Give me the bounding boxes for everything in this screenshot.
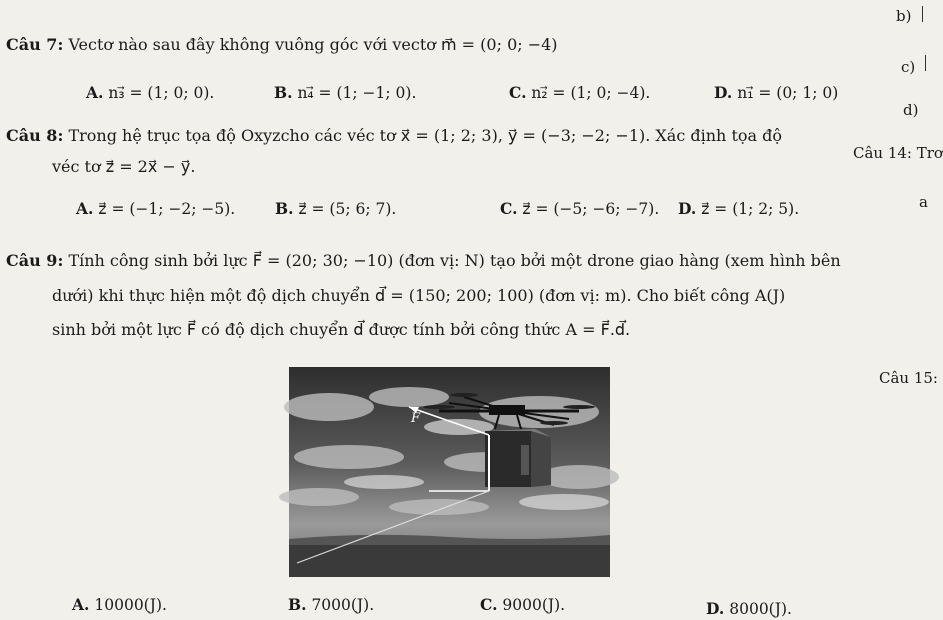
side-label-d: d) [903,101,919,119]
q9-option-d: D. 8000(J). [706,599,792,618]
q7-option-b: B. n₄⃗ = (1; −1; 0). [274,83,417,102]
question-9-line-3: sinh bởi một lực F⃗ có độ dịch chuyển d⃗ được tính bởi công thức A = F⃗.d⃗. [52,320,631,339]
question-9-line-2: dưới) khi thực hiện một độ dịch chuyển d⃗ = (150; 200; 100) (đơn vị: m). Cho biết công A(J) [52,286,786,305]
side-label-a: a [919,193,928,211]
side-cau-15: Câu 15: [879,369,938,387]
q9-option-c: C. 9000(J). [480,595,566,614]
q9-option-a: A. 10000(J). [72,595,167,614]
drone-photo [289,367,610,577]
question-9-line-1: Tính công sinh bởi lực F⃗ = (20; 30; −10) (đơn vị: N) tạo bởi một drone giao hàng (xem hình bên [68,251,841,270]
force-label: F [411,411,421,426]
question-9 [6,253,841,269]
q7-option-c: C. n₂⃗ = (1; 0; −4). [509,83,651,102]
side-cau-14: Câu 14: Trơ [853,144,943,162]
q8-option-a: A. z⃗ = (−1; −2; −5). [76,199,236,218]
question-8-text-2: véc tơ z⃗ = 2x⃗ − y⃗. [52,157,196,176]
q9-option-b: B. 7000(J). [288,595,375,614]
q7-option-d: D. n₁⃗ = (0; 1; 0) [714,83,839,102]
question-8-text: Trong hệ trục tọa độ Oxyzcho các véc tơ x⃗ = (1; 2; 3), y⃗ = (−3; −2; −1). Xác định tọa độ [68,126,783,145]
side-label-b: b) [896,7,912,25]
question-8 [6,128,782,144]
divider [922,6,923,22]
question-7 [6,37,558,53]
q7-option-a: A. n₃⃗ = (1; 0; 0). [86,83,215,102]
question-8-title: Câu 8: [6,126,64,145]
question-7-title: Câu 7: [6,35,64,54]
question-7-text: Vectơ nào sau đây không vuông góc với vectơ m⃗ = (0; 0; −4) [68,35,558,54]
side-label-c: c) [901,58,916,76]
q8-option-b: B. z⃗ = (5; 6; 7). [275,199,397,218]
divider [925,55,926,71]
q8-option-c: C. z⃗ = (−5; −6; −7). [500,199,660,218]
q8-option-d: D. z⃗ = (1; 2; 5). [678,199,800,218]
question-9-title: Câu 9: [6,251,64,270]
package-box [485,429,551,487]
